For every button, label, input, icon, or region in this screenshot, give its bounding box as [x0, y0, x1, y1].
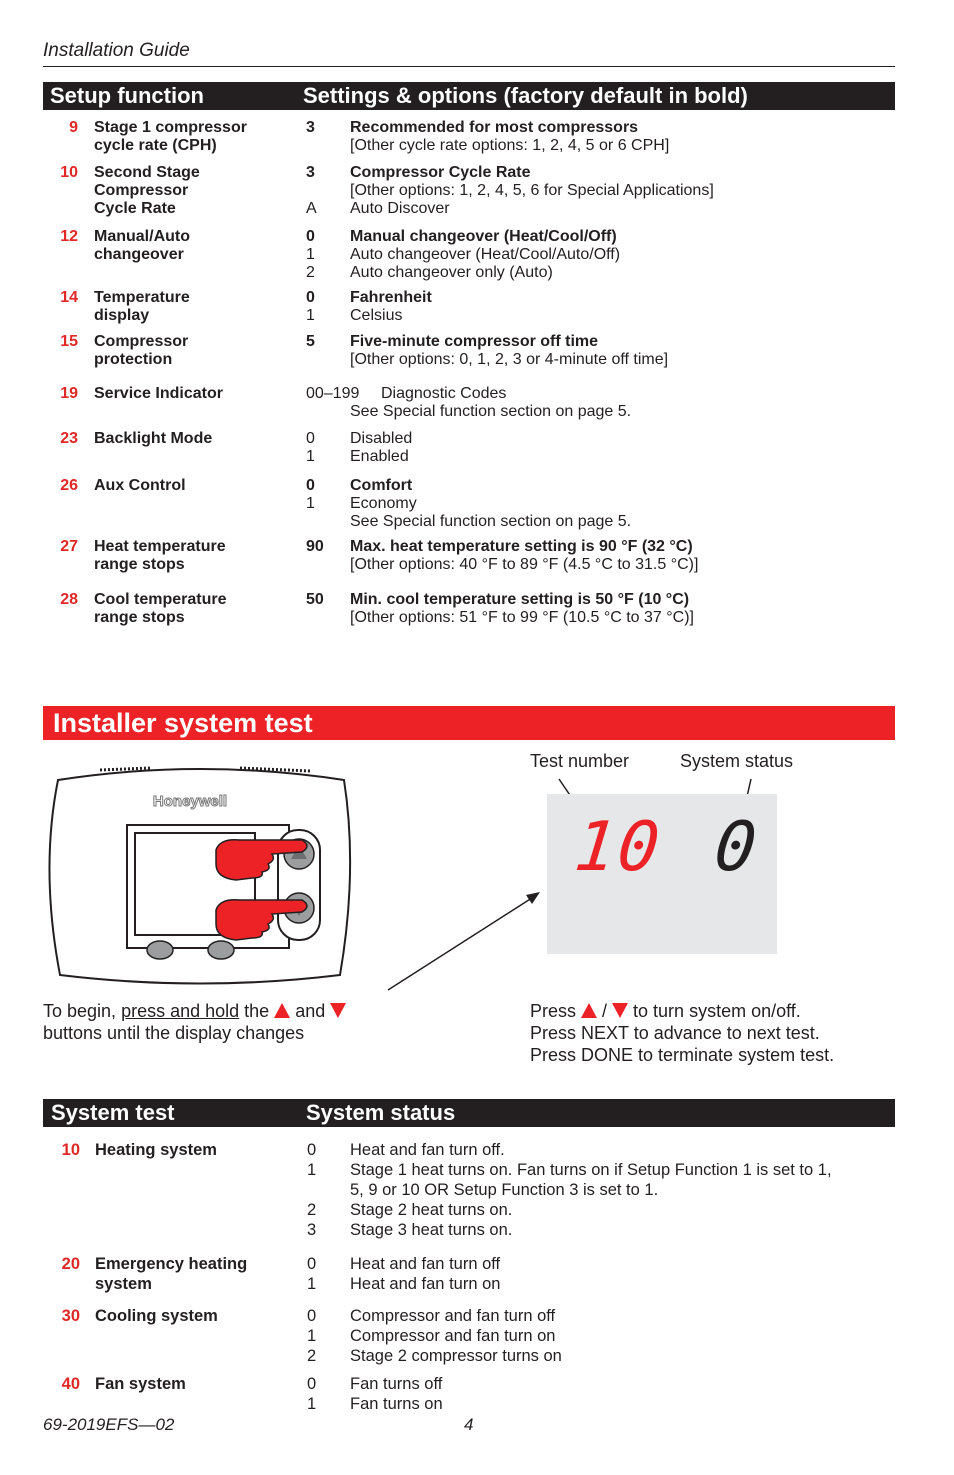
setup-function-label: cycle rate (CPH)	[94, 137, 217, 154]
setup-row-number: 27	[60, 538, 78, 555]
system-status-value: 0	[307, 1375, 317, 1393]
system-test-label: system	[95, 1275, 152, 1293]
setup-function-label: Second Stage	[94, 164, 200, 181]
system-row-number: 10	[61, 1141, 80, 1159]
setup-option-text: [Other options: 40 °F to 89 °F (4.5 °C to 31.5 °C)]	[350, 556, 699, 573]
setup-option-text: [Other options: 1, 2, 4, 5, 6 for Special Applications]	[350, 182, 714, 199]
system-status-value: 0	[307, 1141, 317, 1159]
setup-option-text: Auto changeover only (Auto)	[350, 264, 553, 281]
caption-right-line2: Press NEXT to advance to next test.	[530, 1023, 820, 1043]
system-status-text: Stage 2 compressor turns on	[350, 1347, 562, 1365]
setup-option-value: 0	[306, 430, 315, 447]
system-col1-header: System test	[51, 1100, 175, 1125]
up-arrow-icon	[274, 1003, 290, 1018]
setup-option-value: 0	[306, 477, 315, 494]
setup-option-text: See Special function section on page 5.	[350, 403, 632, 420]
setup-function-label: Cycle Rate	[94, 200, 176, 217]
caption-right	[530, 1000, 834, 1066]
setup-function-label: Stage 1 compressor	[94, 119, 247, 136]
up-arrow-icon	[581, 1003, 597, 1018]
setup-option-value: 90	[306, 538, 324, 555]
setup-option-value: 3	[306, 119, 315, 136]
brand-logo: Honeywell	[152, 793, 228, 810]
caption-right-line1: Press / to turn system on/off.	[530, 1001, 801, 1021]
page-number: 4	[464, 1415, 474, 1434]
caption-left	[43, 1000, 346, 1044]
system-col2-header: System status	[306, 1100, 456, 1125]
system-status-value: 0	[307, 1255, 317, 1273]
system-status-text: Stage 2 heat turns on.	[350, 1201, 513, 1219]
header-rule	[43, 66, 895, 67]
setup-function-label: display	[94, 307, 150, 324]
caption-right-line3: Press DONE to terminate system test.	[530, 1045, 835, 1065]
guide-title: Installation Guide	[43, 40, 190, 61]
system-row-number: 40	[61, 1375, 80, 1393]
setup-option-text: Auto changeover (Heat/Cool/Auto/Off)	[350, 246, 621, 263]
setup-table-header	[43, 82, 895, 110]
setup-option-text: Economy	[350, 495, 417, 512]
system-status-text: Heat and fan turn on	[350, 1275, 501, 1293]
system-status-text: 5, 9 or 10 OR Setup Function 3 is set to 1.	[350, 1181, 659, 1199]
setup-option-value: A	[306, 200, 317, 217]
system-status-text: Stage 1 heat turns on. Fan turns on if Setup Function 1 is set to 1,	[350, 1161, 832, 1179]
setup-option-value: 00–199	[306, 385, 360, 402]
setup-option-value: 1	[306, 246, 315, 263]
setup-function-label: changeover	[94, 246, 184, 263]
system-status-value: 1	[307, 1275, 317, 1293]
system-status-value: 1	[307, 1161, 317, 1179]
setup-option-text: Celsius	[350, 307, 403, 324]
setup-option-text: Disabled	[350, 430, 413, 447]
system-row-number: 30	[61, 1307, 80, 1325]
lcd-display	[547, 794, 777, 954]
setup-function-label: Cool temperature	[94, 591, 227, 608]
setup-option-value: 0	[306, 228, 315, 245]
display-test-number: 10	[570, 808, 666, 887]
setup-function-label: range stops	[94, 609, 185, 626]
setup-option-text: Min. cool temperature setting is 50 °F (10 °C)	[350, 591, 690, 608]
system-test-label: Heating system	[95, 1141, 217, 1159]
system-status-text: Heat and fan turn off	[350, 1255, 501, 1273]
setup-option-text: Compressor Cycle Rate	[350, 164, 531, 181]
setup-col1-header: Setup function	[50, 83, 204, 108]
setup-row-number: 12	[60, 228, 78, 245]
setup-function-label: Aux Control	[94, 477, 186, 494]
setup-option-text: [Other options: 51 °F to 99 °F (10.5 °C to 37 °C)]	[350, 609, 694, 626]
down-arrow-icon	[612, 1003, 628, 1018]
setup-option-text: Five-minute compressor off time	[350, 333, 599, 350]
setup-option-text: Auto Discover	[350, 200, 450, 217]
setup-option-value: 2	[306, 264, 315, 281]
system-status-text: Fan turns on	[350, 1395, 443, 1413]
setup-option-value: 5	[306, 333, 315, 350]
system-status-text: Stage 3 heat turns on.	[350, 1221, 513, 1239]
setup-option-text: See Special function section on page 5.	[350, 513, 632, 530]
setup-option-value: 1	[306, 448, 315, 465]
setup-row-number: 19	[60, 385, 78, 402]
caption-left-line1: To begin, press and hold the and	[43, 1000, 346, 1022]
installer-test-title: Installer system test	[53, 708, 313, 738]
system-row-number: 20	[61, 1255, 80, 1273]
installer-test-bar	[43, 706, 895, 740]
system-status-value: 0	[307, 1307, 317, 1325]
system-status-text: Compressor and fan turn on	[350, 1327, 556, 1345]
system-status-value: 3	[307, 1221, 317, 1239]
setup-function-label: Manual/Auto	[94, 228, 190, 245]
setup-option-value: 50	[306, 591, 324, 608]
setup-row-number: 14	[60, 289, 78, 306]
setup-option-text: Manual changeover (Heat/Cool/Off)	[350, 228, 617, 245]
setup-option-text: Recommended for most compressors	[350, 119, 639, 136]
setup-option-value: 0	[306, 289, 315, 306]
setup-function-label: Service Indicator	[94, 385, 223, 402]
setup-row-number: 28	[60, 591, 78, 608]
system-test-label: Emergency heating	[95, 1255, 248, 1273]
down-arrow-icon	[330, 1003, 346, 1018]
setup-function-label: Compressor	[94, 333, 189, 350]
setup-option-text: [Other options: 0, 1, 2, 3 or 4-minute off time]	[350, 351, 669, 368]
setup-option-text: [Other cycle rate options: 1, 2, 4, 5 or 6 CPH]	[350, 137, 670, 154]
system-test-label: Fan system	[95, 1375, 186, 1393]
caption-left-line2: buttons until the display changes	[43, 1023, 305, 1043]
setup-function-label: Temperature	[94, 289, 190, 306]
setup-row-number: 9	[69, 119, 78, 136]
setup-option-value: 1	[306, 495, 315, 512]
doc-number: 69-2019EFS—02	[43, 1415, 175, 1434]
system-status-value: 1	[307, 1395, 317, 1413]
display-status: 0	[710, 808, 761, 887]
setup-option-text: Comfort	[350, 477, 413, 494]
setup-option-text: Diagnostic Codes	[381, 385, 507, 402]
setup-row-number: 23	[60, 430, 78, 447]
system-status-text: Fan turns off	[350, 1375, 443, 1393]
system-status-value: 2	[307, 1201, 317, 1219]
display-arrow	[380, 880, 550, 995]
system-table-header	[43, 1099, 895, 1127]
setup-function-label: range stops	[94, 556, 185, 573]
thermostat-illustration	[40, 760, 360, 990]
setup-option-value: 3	[306, 164, 315, 181]
setup-option-value: 1	[306, 307, 315, 324]
setup-function-label: Heat temperature	[94, 538, 226, 555]
system-status-value: 2	[307, 1347, 317, 1365]
system-status-text: Compressor and fan turn off	[350, 1307, 556, 1325]
setup-function-label: Compressor	[94, 182, 189, 199]
setup-col2-header: Settings & options (factory default in bold)	[303, 83, 748, 108]
setup-row-number: 15	[60, 333, 78, 350]
label-test-number: Test number	[530, 751, 630, 771]
setup-option-text: Fahrenheit	[350, 289, 432, 306]
system-test-label: Cooling system	[95, 1307, 218, 1325]
setup-function-label: protection	[94, 351, 173, 368]
system-status-text: Heat and fan turn off.	[350, 1141, 505, 1159]
setup-row-number: 10	[60, 164, 78, 181]
setup-option-text: Max. heat temperature setting is 90 °F (32 °C)	[350, 538, 693, 555]
setup-function-label: Backlight Mode	[94, 430, 213, 447]
setup-option-text: Enabled	[350, 448, 409, 465]
setup-row-number: 26	[60, 477, 78, 494]
press-and-hold-text: press and hold	[121, 1001, 240, 1021]
system-status-value: 1	[307, 1327, 317, 1345]
label-system-status: System status	[680, 751, 794, 771]
